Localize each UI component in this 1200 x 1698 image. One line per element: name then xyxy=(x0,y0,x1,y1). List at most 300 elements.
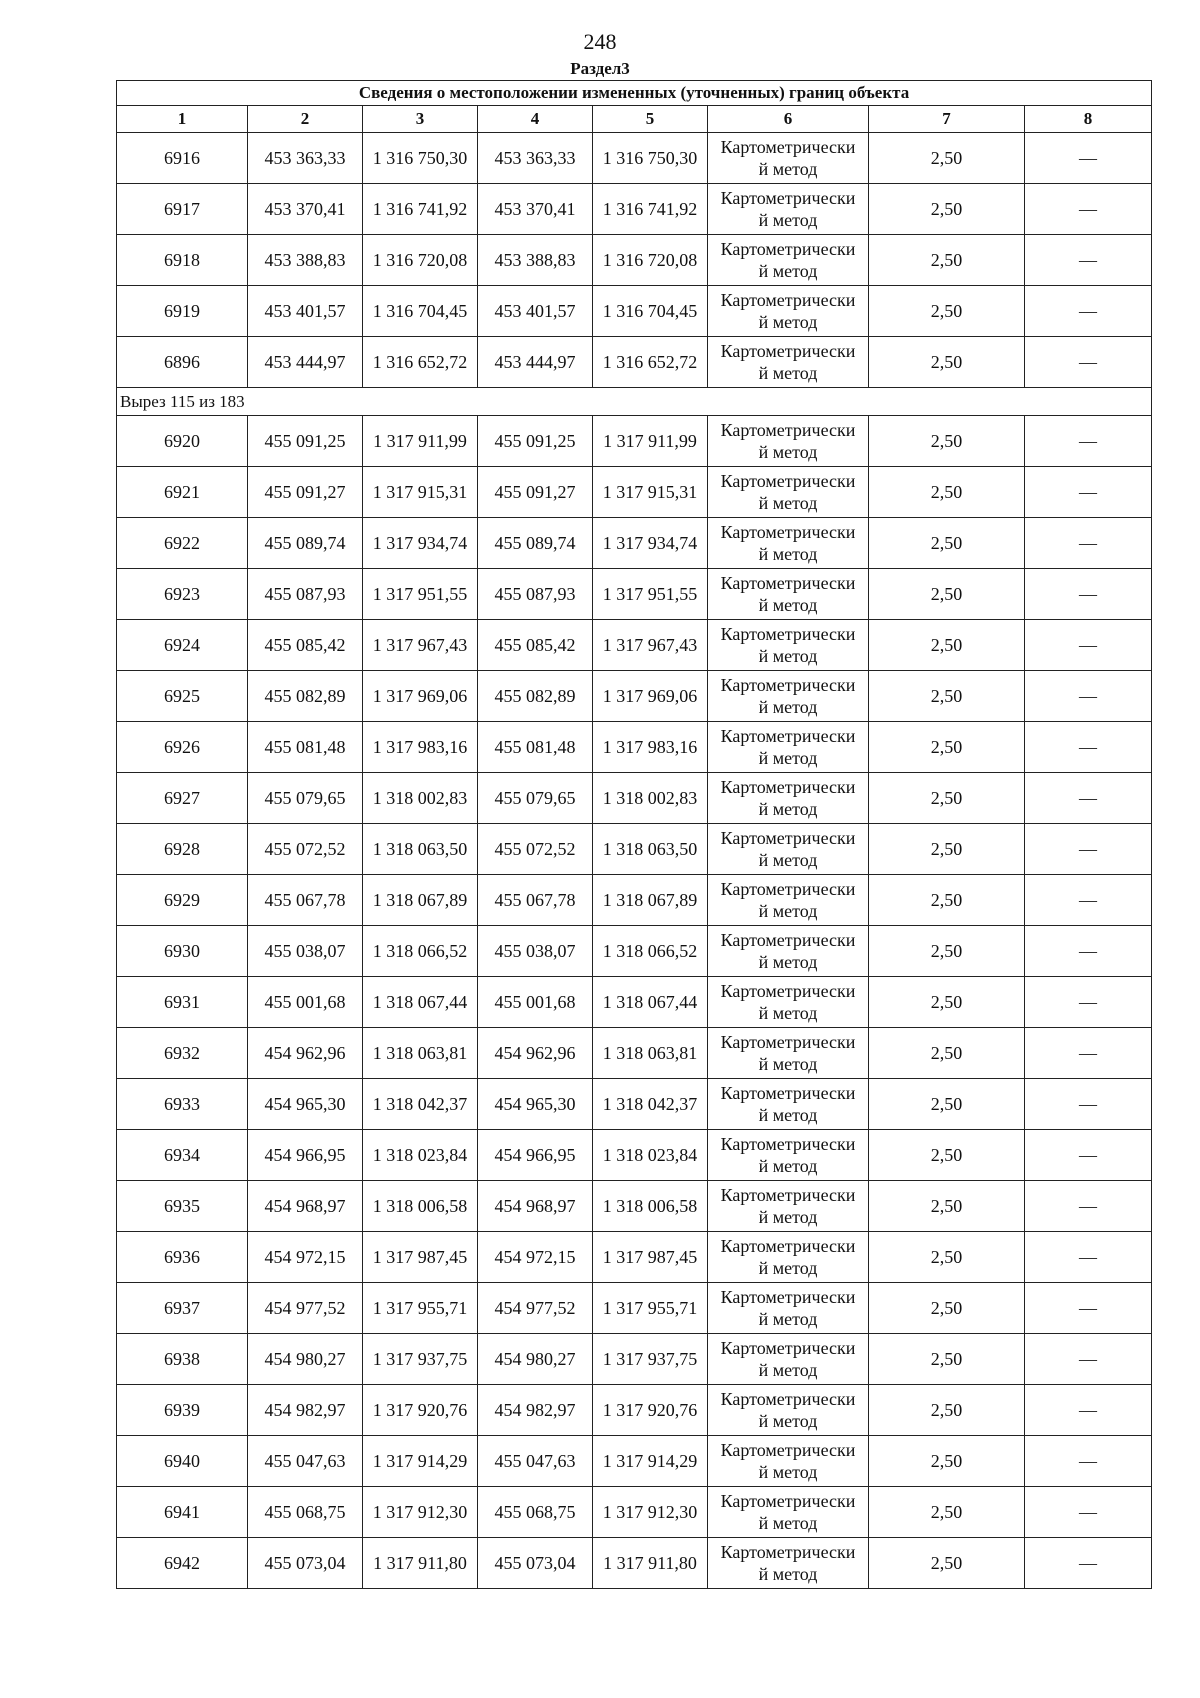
x-old-cell: 455 073,04 xyxy=(248,1538,363,1589)
table-row xyxy=(117,1487,1152,1538)
method-cell xyxy=(708,337,869,388)
method-cell xyxy=(708,286,869,337)
x-old-cell: 455 082,89 xyxy=(248,671,363,722)
column-header: 6 xyxy=(708,106,869,133)
y-old-cell: 1 317 920,76 xyxy=(363,1385,478,1436)
method-cell xyxy=(708,1385,869,1436)
method-line-2: й метод xyxy=(758,901,818,921)
x-new-cell: 453 363,33 xyxy=(478,133,593,184)
table-row xyxy=(117,133,1152,184)
accuracy-cell: 2,50 xyxy=(869,875,1025,926)
description-cell: — xyxy=(1025,184,1152,235)
method-cell xyxy=(708,773,869,824)
accuracy-cell: 2,50 xyxy=(869,1079,1025,1130)
y-old-cell: 1 316 720,08 xyxy=(363,235,478,286)
x-old-cell: 454 977,52 xyxy=(248,1283,363,1334)
method-line-2: й метод xyxy=(758,312,818,332)
accuracy-cell: 2,50 xyxy=(869,620,1025,671)
x-new-cell: 455 087,93 xyxy=(478,569,593,620)
x-old-cell: 453 388,83 xyxy=(248,235,363,286)
accuracy-cell: 2,50 xyxy=(869,926,1025,977)
x-old-cell: 454 966,95 xyxy=(248,1130,363,1181)
y-new-cell: 1 317 912,30 xyxy=(593,1487,708,1538)
table-row xyxy=(117,1232,1152,1283)
y-old-cell: 1 318 067,89 xyxy=(363,875,478,926)
x-old-cell: 454 982,97 xyxy=(248,1385,363,1436)
y-new-cell: 1 317 955,71 xyxy=(593,1283,708,1334)
table-row xyxy=(117,1436,1152,1487)
y-old-cell: 1 316 652,72 xyxy=(363,337,478,388)
accuracy-cell: 2,50 xyxy=(869,1283,1025,1334)
x-old-cell: 455 001,68 xyxy=(248,977,363,1028)
y-new-cell: 1 318 066,52 xyxy=(593,926,708,977)
x-new-cell: 455 068,75 xyxy=(478,1487,593,1538)
y-new-cell: 1 318 067,44 xyxy=(593,977,708,1028)
description-cell: — xyxy=(1025,773,1152,824)
point-number-cell: 6932 xyxy=(117,1028,248,1079)
description-cell: — xyxy=(1025,875,1152,926)
method-cell xyxy=(708,1487,869,1538)
x-old-cell: 455 047,63 xyxy=(248,1436,363,1487)
x-new-cell: 455 073,04 xyxy=(478,1538,593,1589)
accuracy-cell: 2,50 xyxy=(869,1487,1025,1538)
description-cell: — xyxy=(1025,1334,1152,1385)
y-old-cell: 1 317 911,80 xyxy=(363,1538,478,1589)
table-caption: Сведения о местоположении измененных (уточненных) границ объекта xyxy=(117,81,1152,106)
accuracy-cell: 2,50 xyxy=(869,518,1025,569)
method-line-2: й метод xyxy=(758,1411,818,1431)
x-new-cell: 455 038,07 xyxy=(478,926,593,977)
y-old-cell: 1 317 915,31 xyxy=(363,467,478,518)
point-number-cell: 6921 xyxy=(117,467,248,518)
x-new-cell: 454 966,95 xyxy=(478,1130,593,1181)
description-cell: — xyxy=(1025,977,1152,1028)
point-number-cell: 6927 xyxy=(117,773,248,824)
method-line-1: Картометрически xyxy=(720,1083,856,1103)
x-old-cell: 455 038,07 xyxy=(248,926,363,977)
description-cell: — xyxy=(1025,1181,1152,1232)
point-number-cell: 6928 xyxy=(117,824,248,875)
method-line-2: й метод xyxy=(758,1462,818,1482)
method-line-2: й метод xyxy=(758,544,818,564)
accuracy-cell: 2,50 xyxy=(869,569,1025,620)
table-row xyxy=(117,1079,1152,1130)
y-new-cell: 1 317 914,29 xyxy=(593,1436,708,1487)
table-row xyxy=(117,1028,1152,1079)
method-line-1: Картометрически xyxy=(720,471,856,491)
cut-title-row xyxy=(117,388,1152,416)
method-line-1: Картометрически xyxy=(720,1491,856,1511)
accuracy-cell: 2,50 xyxy=(869,235,1025,286)
column-header: 8 xyxy=(1025,106,1152,133)
method-line-1: Картометрически xyxy=(720,420,856,440)
method-line-2: й метод xyxy=(758,159,818,179)
method-line-1: Картометрически xyxy=(720,624,856,644)
point-number-cell: 6920 xyxy=(117,416,248,467)
x-new-cell: 455 067,78 xyxy=(478,875,593,926)
method-line-1: Картометрически xyxy=(720,879,856,899)
table-row xyxy=(117,235,1152,286)
table-row xyxy=(117,722,1152,773)
method-line-1: Картометрически xyxy=(720,1338,856,1358)
x-old-cell: 455 068,75 xyxy=(248,1487,363,1538)
point-number-cell: 6933 xyxy=(117,1079,248,1130)
column-header: 3 xyxy=(363,106,478,133)
method-line-2: й метод xyxy=(758,210,818,230)
y-new-cell: 1 317 915,31 xyxy=(593,467,708,518)
method-cell xyxy=(708,416,869,467)
method-cell xyxy=(708,235,869,286)
x-new-cell: 453 401,57 xyxy=(478,286,593,337)
method-cell xyxy=(708,977,869,1028)
description-cell: — xyxy=(1025,286,1152,337)
y-old-cell: 1 317 911,99 xyxy=(363,416,478,467)
y-old-cell: 1 318 023,84 xyxy=(363,1130,478,1181)
point-number-cell: 6929 xyxy=(117,875,248,926)
point-number-cell: 6937 xyxy=(117,1283,248,1334)
x-new-cell: 455 081,48 xyxy=(478,722,593,773)
description-cell: — xyxy=(1025,518,1152,569)
description-cell: — xyxy=(1025,467,1152,518)
x-new-cell: 455 079,65 xyxy=(478,773,593,824)
page-number: 248 xyxy=(583,29,617,54)
method-cell xyxy=(708,1334,869,1385)
method-line-1: Картометрически xyxy=(720,930,856,950)
x-old-cell: 453 444,97 xyxy=(248,337,363,388)
x-new-cell: 454 977,52 xyxy=(478,1283,593,1334)
method-cell xyxy=(708,467,869,518)
method-cell xyxy=(708,1079,869,1130)
method-cell xyxy=(708,671,869,722)
x-new-cell: 455 091,27 xyxy=(478,467,593,518)
method-cell xyxy=(708,184,869,235)
description-cell: — xyxy=(1025,133,1152,184)
column-header-row xyxy=(117,106,1152,133)
point-number-cell: 6924 xyxy=(117,620,248,671)
method-cell xyxy=(708,1130,869,1181)
table-row xyxy=(117,875,1152,926)
y-old-cell: 1 317 912,30 xyxy=(363,1487,478,1538)
table-row xyxy=(117,671,1152,722)
table-row xyxy=(117,1334,1152,1385)
point-number-cell: 6941 xyxy=(117,1487,248,1538)
method-line-1: Картометрически xyxy=(720,1440,856,1460)
x-old-cell: 455 091,25 xyxy=(248,416,363,467)
method-line-2: й метод xyxy=(758,1513,818,1533)
x-old-cell: 455 087,93 xyxy=(248,569,363,620)
description-cell: — xyxy=(1025,824,1152,875)
y-new-cell: 1 318 063,50 xyxy=(593,824,708,875)
x-old-cell: 455 067,78 xyxy=(248,875,363,926)
point-number-cell: 6916 xyxy=(117,133,248,184)
coordinates-table xyxy=(116,80,1152,1589)
method-cell xyxy=(708,926,869,977)
x-old-cell: 454 980,27 xyxy=(248,1334,363,1385)
method-line-1: Картометрически xyxy=(720,341,856,361)
accuracy-cell: 2,50 xyxy=(869,133,1025,184)
y-old-cell: 1 318 042,37 xyxy=(363,1079,478,1130)
table-row xyxy=(117,773,1152,824)
x-new-cell: 454 968,97 xyxy=(478,1181,593,1232)
description-cell: — xyxy=(1025,722,1152,773)
table-row xyxy=(117,569,1152,620)
description-cell: — xyxy=(1025,416,1152,467)
column-header: 2 xyxy=(248,106,363,133)
x-old-cell: 454 968,97 xyxy=(248,1181,363,1232)
x-old-cell: 453 401,57 xyxy=(248,286,363,337)
accuracy-cell: 2,50 xyxy=(869,1181,1025,1232)
method-cell xyxy=(708,1538,869,1589)
x-new-cell: 454 965,30 xyxy=(478,1079,593,1130)
accuracy-cell: 2,50 xyxy=(869,773,1025,824)
accuracy-cell: 2,50 xyxy=(869,286,1025,337)
y-new-cell: 1 318 023,84 xyxy=(593,1130,708,1181)
description-cell: — xyxy=(1025,1538,1152,1589)
x-old-cell: 455 079,65 xyxy=(248,773,363,824)
y-old-cell: 1 316 704,45 xyxy=(363,286,478,337)
accuracy-cell: 2,50 xyxy=(869,671,1025,722)
method-line-1: Картометрически xyxy=(720,777,856,797)
x-old-cell: 454 962,96 xyxy=(248,1028,363,1079)
x-new-cell: 453 388,83 xyxy=(478,235,593,286)
x-old-cell: 453 363,33 xyxy=(248,133,363,184)
method-line-2: й метод xyxy=(758,363,818,383)
method-cell xyxy=(708,722,869,773)
method-cell xyxy=(708,1283,869,1334)
table-row xyxy=(117,1181,1152,1232)
y-old-cell: 1 316 741,92 xyxy=(363,184,478,235)
point-number-cell: 6934 xyxy=(117,1130,248,1181)
description-cell: — xyxy=(1025,569,1152,620)
method-line-2: й метод xyxy=(758,1258,818,1278)
y-old-cell: 1 318 063,81 xyxy=(363,1028,478,1079)
method-cell xyxy=(708,518,869,569)
method-line-1: Картометрически xyxy=(720,1542,856,1562)
x-new-cell: 455 082,89 xyxy=(478,671,593,722)
method-line-2: й метод xyxy=(758,697,818,717)
x-old-cell: 455 072,52 xyxy=(248,824,363,875)
y-new-cell: 1 317 969,06 xyxy=(593,671,708,722)
y-new-cell: 1 316 750,30 xyxy=(593,133,708,184)
y-old-cell: 1 317 983,16 xyxy=(363,722,478,773)
method-line-2: й метод xyxy=(758,1105,818,1125)
y-old-cell: 1 317 934,74 xyxy=(363,518,478,569)
y-old-cell: 1 318 002,83 xyxy=(363,773,478,824)
table-row xyxy=(117,416,1152,467)
x-new-cell: 454 962,96 xyxy=(478,1028,593,1079)
y-new-cell: 1 317 911,99 xyxy=(593,416,708,467)
table-row xyxy=(117,977,1152,1028)
method-line-2: й метод xyxy=(758,1207,818,1227)
method-line-2: й метод xyxy=(758,646,818,666)
y-new-cell: 1 317 920,76 xyxy=(593,1385,708,1436)
x-new-cell: 454 972,15 xyxy=(478,1232,593,1283)
column-header: 7 xyxy=(869,106,1025,133)
y-new-cell: 1 317 987,45 xyxy=(593,1232,708,1283)
method-line-2: й метод xyxy=(758,261,818,281)
method-line-2: й метод xyxy=(758,1156,818,1176)
method-line-1: Картометрически xyxy=(720,675,856,695)
point-number-cell: 6938 xyxy=(117,1334,248,1385)
method-line-1: Картометрически xyxy=(720,1236,856,1256)
x-new-cell: 453 370,41 xyxy=(478,184,593,235)
method-cell xyxy=(708,133,869,184)
x-old-cell: 455 081,48 xyxy=(248,722,363,773)
method-cell xyxy=(708,1436,869,1487)
method-line-2: й метод xyxy=(758,1564,818,1584)
method-line-1: Картометрически xyxy=(720,137,856,157)
x-old-cell: 455 091,27 xyxy=(248,467,363,518)
table-row xyxy=(117,1538,1152,1589)
method-line-2: й метод xyxy=(758,493,818,513)
method-line-1: Картометрически xyxy=(720,1287,856,1307)
method-line-1: Картометрически xyxy=(720,1032,856,1052)
method-cell xyxy=(708,875,869,926)
point-number-cell: 6917 xyxy=(117,184,248,235)
y-old-cell: 1 318 063,50 xyxy=(363,824,478,875)
method-line-1: Картометрически xyxy=(720,981,856,1001)
method-line-2: й метод xyxy=(758,952,818,972)
y-new-cell: 1 318 002,83 xyxy=(593,773,708,824)
y-old-cell: 1 317 955,71 xyxy=(363,1283,478,1334)
accuracy-cell: 2,50 xyxy=(869,1130,1025,1181)
y-old-cell: 1 317 937,75 xyxy=(363,1334,478,1385)
table-row xyxy=(117,1130,1152,1181)
point-number-cell: 6918 xyxy=(117,235,248,286)
x-new-cell: 455 001,68 xyxy=(478,977,593,1028)
y-old-cell: 1 318 067,44 xyxy=(363,977,478,1028)
method-line-1: Картометрически xyxy=(720,1185,856,1205)
x-new-cell: 453 444,97 xyxy=(478,337,593,388)
method-line-1: Картометрически xyxy=(720,290,856,310)
accuracy-cell: 2,50 xyxy=(869,1385,1025,1436)
y-old-cell: 1 317 951,55 xyxy=(363,569,478,620)
y-new-cell: 1 318 006,58 xyxy=(593,1181,708,1232)
y-new-cell: 1 318 063,81 xyxy=(593,1028,708,1079)
accuracy-cell: 2,50 xyxy=(869,1028,1025,1079)
x-new-cell: 455 047,63 xyxy=(478,1436,593,1487)
table-row xyxy=(117,467,1152,518)
method-line-2: й метод xyxy=(758,1309,818,1329)
method-line-1: Картометрически xyxy=(720,726,856,746)
table-row xyxy=(117,184,1152,235)
y-new-cell: 1 317 983,16 xyxy=(593,722,708,773)
accuracy-cell: 2,50 xyxy=(869,1538,1025,1589)
description-cell: — xyxy=(1025,1232,1152,1283)
column-header: 4 xyxy=(478,106,593,133)
x-old-cell: 455 089,74 xyxy=(248,518,363,569)
table-row xyxy=(117,1283,1152,1334)
table-row xyxy=(117,518,1152,569)
description-cell: — xyxy=(1025,1283,1152,1334)
y-new-cell: 1 318 042,37 xyxy=(593,1079,708,1130)
cut-title: Вырез 115 из 183 xyxy=(117,388,1152,416)
method-line-2: й метод xyxy=(758,850,818,870)
point-number-cell: 6939 xyxy=(117,1385,248,1436)
method-cell xyxy=(708,569,869,620)
method-line-1: Картометрически xyxy=(720,239,856,259)
accuracy-cell: 2,50 xyxy=(869,722,1025,773)
y-new-cell: 1 316 741,92 xyxy=(593,184,708,235)
accuracy-cell: 2,50 xyxy=(869,1436,1025,1487)
method-line-2: й метод xyxy=(758,1054,818,1074)
method-line-1: Картометрически xyxy=(720,522,856,542)
method-line-1: Картометрически xyxy=(720,1389,856,1409)
x-new-cell: 455 085,42 xyxy=(478,620,593,671)
accuracy-cell: 2,50 xyxy=(869,1334,1025,1385)
accuracy-cell: 2,50 xyxy=(869,337,1025,388)
method-line-1: Картометрически xyxy=(720,828,856,848)
x-old-cell: 455 085,42 xyxy=(248,620,363,671)
section-title: Раздел3 xyxy=(570,59,630,78)
method-cell xyxy=(708,620,869,671)
description-cell: — xyxy=(1025,1436,1152,1487)
accuracy-cell: 2,50 xyxy=(869,977,1025,1028)
method-cell xyxy=(708,1181,869,1232)
y-new-cell: 1 318 067,89 xyxy=(593,875,708,926)
x-new-cell: 455 089,74 xyxy=(478,518,593,569)
accuracy-cell: 2,50 xyxy=(869,467,1025,518)
table-body xyxy=(117,133,1152,1589)
column-header: 5 xyxy=(593,106,708,133)
accuracy-cell: 2,50 xyxy=(869,824,1025,875)
y-old-cell: 1 317 987,45 xyxy=(363,1232,478,1283)
y-new-cell: 1 316 720,08 xyxy=(593,235,708,286)
description-cell: — xyxy=(1025,671,1152,722)
method-cell xyxy=(708,1028,869,1079)
table-row xyxy=(117,286,1152,337)
method-line-2: й метод xyxy=(758,748,818,768)
column-header: 1 xyxy=(117,106,248,133)
point-number-cell: 6926 xyxy=(117,722,248,773)
method-cell xyxy=(708,824,869,875)
description-cell: — xyxy=(1025,1079,1152,1130)
x-new-cell: 455 091,25 xyxy=(478,416,593,467)
point-number-cell: 6936 xyxy=(117,1232,248,1283)
point-number-cell: 6923 xyxy=(117,569,248,620)
method-line-2: й метод xyxy=(758,595,818,615)
point-number-cell: 6930 xyxy=(117,926,248,977)
method-line-2: й метод xyxy=(758,799,818,819)
point-number-cell: 6935 xyxy=(117,1181,248,1232)
method-line-1: Картометрически xyxy=(720,573,856,593)
description-cell: — xyxy=(1025,926,1152,977)
y-new-cell: 1 317 911,80 xyxy=(593,1538,708,1589)
y-old-cell: 1 317 969,06 xyxy=(363,671,478,722)
table-row xyxy=(117,824,1152,875)
accuracy-cell: 2,50 xyxy=(869,416,1025,467)
y-new-cell: 1 317 934,74 xyxy=(593,518,708,569)
point-number-cell: 6942 xyxy=(117,1538,248,1589)
y-old-cell: 1 318 006,58 xyxy=(363,1181,478,1232)
y-new-cell: 1 317 967,43 xyxy=(593,620,708,671)
method-line-2: й метод xyxy=(758,442,818,462)
table-row xyxy=(117,1385,1152,1436)
y-old-cell: 1 317 967,43 xyxy=(363,620,478,671)
description-cell: — xyxy=(1025,620,1152,671)
accuracy-cell: 2,50 xyxy=(869,1232,1025,1283)
x-old-cell: 453 370,41 xyxy=(248,184,363,235)
x-new-cell: 454 980,27 xyxy=(478,1334,593,1385)
point-number-cell: 6919 xyxy=(117,286,248,337)
table-row xyxy=(117,926,1152,977)
method-cell xyxy=(708,1232,869,1283)
description-cell: — xyxy=(1025,1487,1152,1538)
y-new-cell: 1 317 951,55 xyxy=(593,569,708,620)
description-cell: — xyxy=(1025,1028,1152,1079)
y-new-cell: 1 317 937,75 xyxy=(593,1334,708,1385)
y-old-cell: 1 317 914,29 xyxy=(363,1436,478,1487)
